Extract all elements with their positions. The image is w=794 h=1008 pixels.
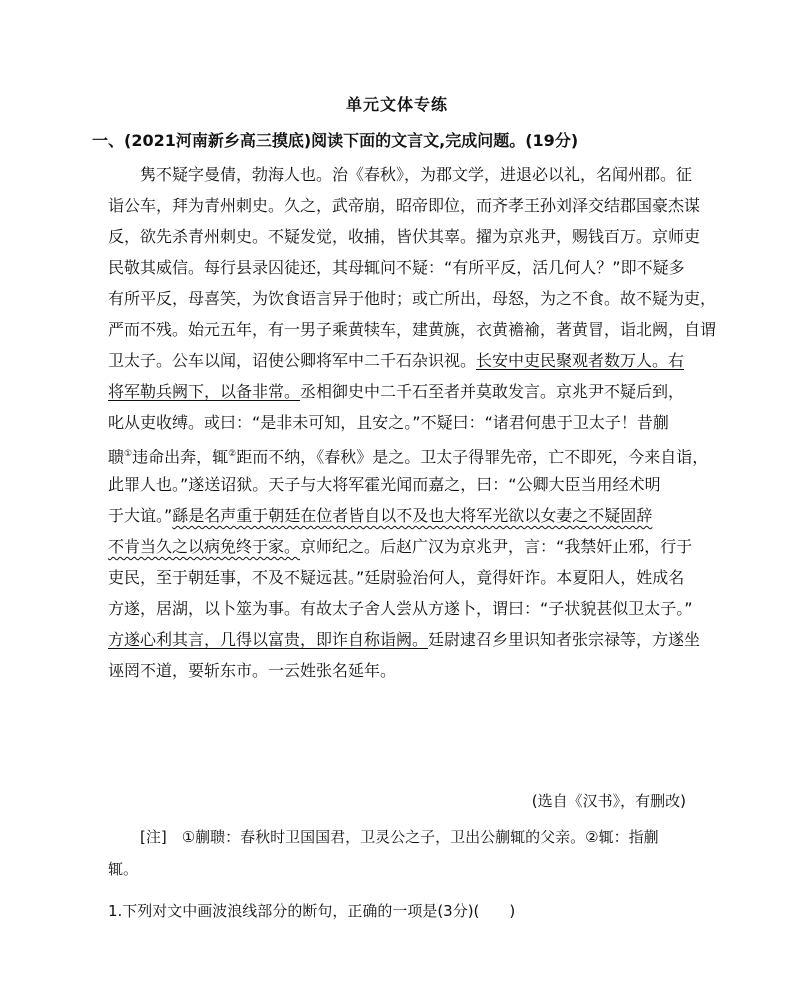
footnote-marker: ② [228, 449, 237, 459]
passage-line: 吏民，至于朝廷事，不及不疑远甚。”廷尉验治何人，竟得奸诈。本夏阳人，姓成名 [108, 568, 685, 587]
underlined-text: 方遂心利其言，几得以富贵，即诈自称诣阙。 [108, 630, 429, 649]
passage-line [108, 443, 708, 468]
passage-text: 于大谊。” [108, 506, 173, 525]
underlined-text: 长安中吏民聚观者数万人。右 [476, 351, 685, 370]
passage-line: 此罪人也。”遂送诏狱。天子与大将军霍光闻而嘉之，曰：“公卿大臣当用经术明 [108, 475, 661, 494]
wavy-underlined-text: 不肯当久之以病免终于家。 [108, 537, 301, 556]
passage-line [108, 505, 652, 527]
passage-line: 方遂，居湖，以卜筮为事。有故太子舍人尝从方遂卜，谓曰：“子状貌甚似卫太子。” [108, 599, 693, 618]
question-header: 一、(2021河南新乡高三摸底)阅读下面的文言文,完成问题。(19分) [92, 131, 579, 150]
passage-line: 诬罔不道，要斩东市。一云姓张名延年。 [108, 661, 397, 680]
passage-text: 廷尉逮召乡里识知者张宗禄等，方遂坐 [428, 630, 701, 649]
annotation-note: 辄。 [108, 860, 139, 878]
question-1: 1.下列对文中画波浪线部分的断句，正确的一项是(3分)( ) [108, 902, 516, 920]
passage-text: 违命出奔，辄 [132, 447, 229, 467]
page-title: 单元文体专练 [345, 95, 448, 114]
source-citation: (选自《汉书》，有删改) [531, 792, 686, 810]
passage-text: 卫太子。公车以闻，诏使公卿将军中二千石杂识视。 [108, 351, 477, 370]
passage-line: 有所平反，母喜笑，为饮食语言异于他时；或亡所出，母怒，为之不食。故不疑为吏， [108, 289, 717, 308]
passage-line: 叱从吏收缚。或曰：“是非未可知，且安之。”不疑曰：“诸君何患于卫太子！昔蒯 [108, 413, 669, 432]
passage-line: 严而不残。始元五年，有一男子乘黄犊车，建黄旐，衣黄襜褕，著黄冒，诣北阙，自谓 [108, 320, 717, 339]
passage-text: 距而不纳，《春秋》是之。卫太子得罪先帝，亡不即死，今来自诣， [236, 447, 709, 467]
passage-line [108, 350, 684, 372]
passage-text: 京师纪之。后赵广汉为京兆尹，言：“我禁奸止邪，行于 [300, 537, 693, 556]
passage-line: 反，欲先杀青州刺史。不疑发觉，收捕，皆伏其辜。擢为京兆尹，赐钱百万。京师吏 [108, 227, 701, 246]
passage-line [108, 381, 684, 403]
annotation-note: [注] ①蒯聩：春秋时卫国国君，卫灵公之子，卫出公蒯辄的父亲。②辄：指蒯 [140, 828, 659, 846]
footnote-marker: ① [124, 449, 133, 459]
passage-line: 诣公车，拜为青州刺史。久之，武帝崩，昭帝即位，而齐孝王孙刘泽交结郡国豪杰谋 [108, 196, 701, 215]
passage-text: 聩 [108, 447, 125, 467]
underlined-text: 将军勒兵阙下，以备非常。 [108, 382, 301, 401]
passage-line [108, 629, 700, 651]
passage-text: 丞相御史中二千石至者并莫敢发言。京兆尹不疑后到， [300, 382, 685, 401]
passage-line [108, 536, 692, 558]
passage-line: 民敬其威信。每行县录囚徒还，其母辄问不疑：“有所平反，活几何人？”即不疑多 [108, 258, 685, 277]
wavy-underlined-text: 繇是名声重于朝廷在位者皆自以不及也大将军光欲以女妻之不疑固辞 [172, 506, 653, 525]
passage-line: 隽不疑字曼倩，勃海人也。治《春秋》，为郡文学，进退必以礼，名闻州郡。征 [140, 165, 693, 184]
